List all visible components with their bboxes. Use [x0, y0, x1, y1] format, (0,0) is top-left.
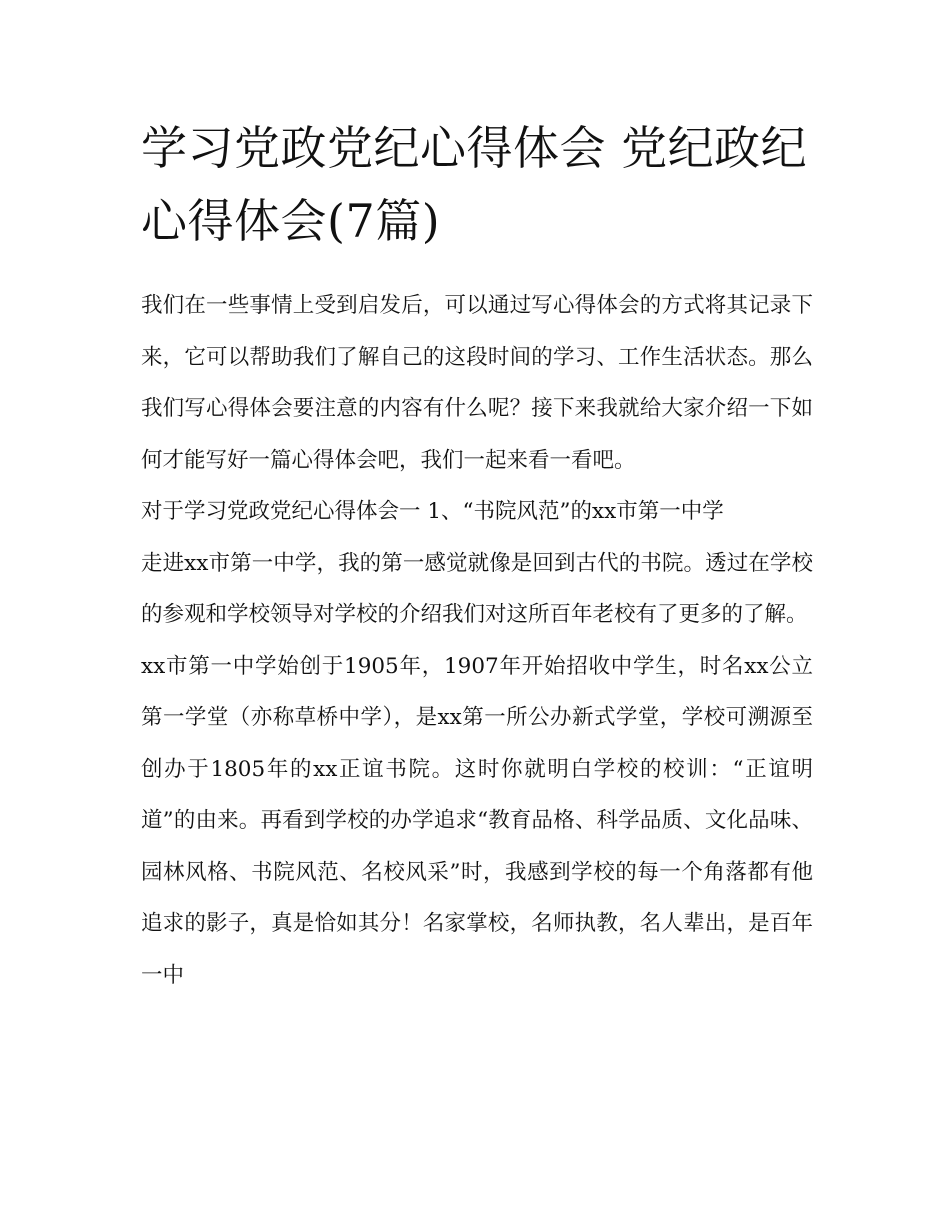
section-heading-paragraph: 对于学习党政党纪心得体会一 1、“书院风范”的xx市第一中学	[141, 499, 724, 524]
document-page	[141, 112, 813, 1001]
document-title: 学习党政党纪心得体会 党纪政纪心得体会(7篇)	[141, 121, 808, 248]
intro-paragraph: 我们在一些事情上受到启发后，可以通过写心得体会的方式将其记录下来，它可以帮助我们了解自己的这段时间的学习、工作生活状态。那么我们写心得体会要注意的内容有什么呢？接下来我就给大家介绍一下如何才能写好一篇心得体会吧，我们一起来看一看吧。	[141, 293, 813, 473]
body-paragraph: 走进xx市第一中学，我的第一感觉就像是回到古代的书院。透过在学校的参观和学校领导对学校的介绍我们对这所百年老校有了更多的了解。	[141, 550, 813, 627]
body-paragraph: xx市第一中学始创于1905年，1907年开始招收中学生，时名xx公立第一学堂（亦称草桥中学），是xx第一所公办新式学堂，学校可溯源至创办于1805年的xx正谊书院。这时你就明白学校的校训：“正谊明道”的由来。再看到学校的办学追求“教育品格、科学品质、文化品味、园林风格、书院风范、名校风采”时，我感到学校的每一个角落都有他追求的影子，真是恰如其分！名家掌校，名师执教，名人辈出，是百年一中	[141, 653, 813, 988]
